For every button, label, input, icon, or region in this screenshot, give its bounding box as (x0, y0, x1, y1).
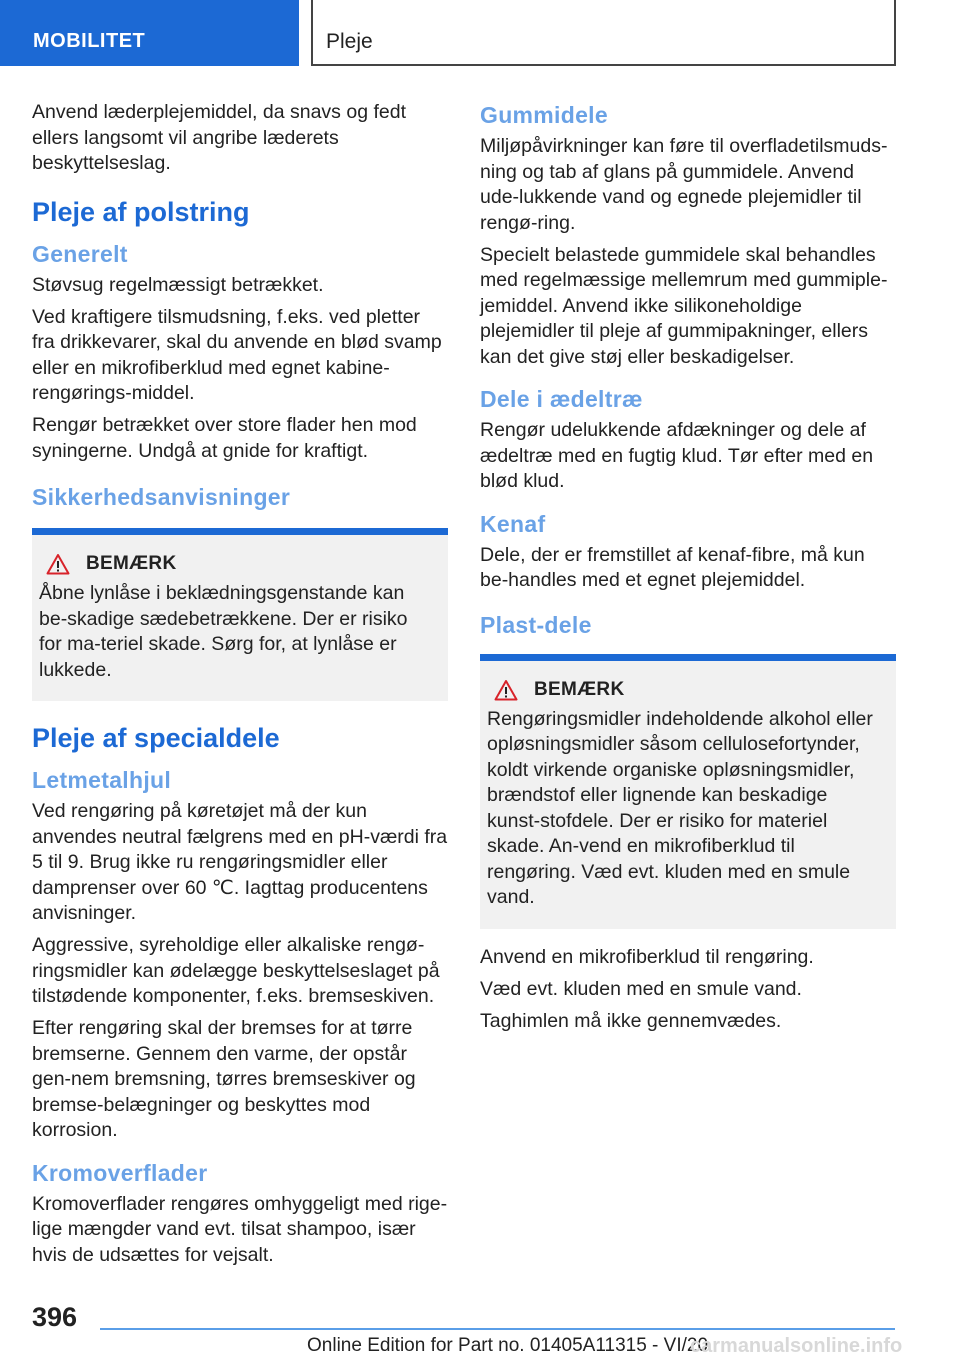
notice-title: BEMÆRK (86, 553, 177, 574)
section-tab (0, 0, 299, 66)
paragraph: Efter rengøring skal der bremses for at tørre bremserne. Gennem den varme, der opstår gen-nem bremsning, tørres bremseskiver og bremse-belægninger og beskyttes mod korrosion. (32, 1017, 416, 1141)
paragraph: Ved rengøring på køretøjet må der kun anvendes neutral fælgrens med en pH-værdi fra 5 til 9. Brug ikke ru rengøringsmidler eller damprenser over 60 ℃. Iagttag producentens anvisninger. (32, 800, 448, 924)
chapter-tab (311, 0, 896, 66)
notice-text: Rengøringsmidler indeholdende alkohol eller opløsningsmidler såsom cellulosefortynder, koldt virkende organiske opløsningsmidler, brændstof eller lignende kan beskadige kunst-stofdele. Der er risiko for materiel skade. An-vend en mikrofiberklud til rengøring. Væd evt. kluden med en smule vand. (487, 707, 873, 908)
heading-plast-dele: Plast-dele (480, 611, 592, 638)
paragraph: Væd evt. kluden med en smule vand. (480, 977, 802, 1000)
heading-pleje-af-specialdele: Pleje af specialdele (32, 723, 280, 753)
heading-kenaf: Kenaf (480, 510, 546, 537)
watermark: carmanualsonline.info (690, 1335, 903, 1357)
page-footer (0, 1290, 960, 1362)
paragraph: Aggressive, syreholdige eller alkaliske rengø-ringsmidler kan ødelægge beskyttelseslaget på tilstødende komponenter, f.eks. bremseskiven. (32, 934, 440, 1007)
footer-divider (100, 1328, 895, 1330)
paragraph: Rengør betrækket over store flader hen mod syningerne. Undgå at gnide for kraftigt. (32, 414, 417, 462)
paragraph: Anvend en mikrofiberklud til rengøring. (480, 945, 814, 968)
notice-box (480, 654, 896, 929)
chapter-title: Pleje (326, 30, 373, 53)
warning-icon (46, 553, 70, 575)
heading-gummidele: Gummidele (480, 102, 608, 128)
heading-kromoverflader: Kromoverflader (32, 1159, 208, 1186)
heading-dele-i-aedeltrae: Dele i ædeltræ (480, 386, 643, 412)
notice-header (487, 679, 882, 701)
heading-pleje-af-polstring: Pleje af polstring (32, 196, 250, 227)
edition-text: Online Edition for Part no. 01405A11315 - VI/20 (307, 1335, 709, 1356)
page-number: 396 (32, 1302, 78, 1332)
warning-icon (494, 679, 518, 701)
paragraph: Støvsug regelmæssigt betrækket. (32, 273, 324, 296)
left-column (32, 100, 448, 1275)
paragraph: Dele, der er fremstillet af kenaf-fibre, må kun be-handles med et egnet plejemiddel. (480, 543, 865, 591)
page-header (0, 0, 960, 66)
paragraph: Kromoverflader rengøres omhyggeligt med rige-lige mængder vand evt. tilsat shampoo, især hvis de udsættes for vejsalt. (32, 1192, 448, 1266)
heading-letmetalhjul: Letmetalhjul (32, 767, 172, 793)
notice-header (39, 553, 434, 575)
intro-paragraph: Anvend læderplejemiddel, da snavs og fedt ellers langsomt vil angribe læderets beskyttelseslag. (32, 101, 406, 174)
section-title: MOBILITET (33, 30, 146, 52)
notice-box (32, 528, 448, 701)
paragraph: Miljøpåvirkninger kan føre til overfladetilsmuds-ning og tab af glans på gummidele. Anvend ude-lukkende vand og egnede plejemidler til rengø-ring. (480, 135, 888, 234)
right-column (480, 100, 896, 1041)
heading-generelt: Generelt (32, 240, 128, 267)
notice-text: Åbne lynlåse i beklædningsgenstande kan be-skadige sædebetrækkene. Der er risiko for ma-teriel skade. Sørg for, at lynlåse er lukkede. (39, 582, 408, 681)
paragraph: Specielt belastede gummidele skal behandles med regelmæssige mellemrum med gummiple-jemiddel. Anvend ikke silikoneholdige plejemidler til pleje af gummipakninger, ellers kan det give støj eller beskadigelser. (480, 243, 888, 368)
heading-sikkerhedsanvisninger: Sikkerhedsanvisninger (32, 484, 291, 510)
notice-title: BEMÆRK (534, 678, 625, 700)
paragraph: Ved kraftigere tilsmudsning, f.eks. ved pletter fra drikkevarer, skal du anvende en blød svamp eller en mikrofiberklud med egnet kabine-rengørings-middel. (32, 305, 442, 404)
paragraph: Taghimlen må ikke gennemvædes. (480, 1009, 782, 1032)
paragraph: Rengør udelukkende afdækninger og dele af ædeltræ med en fugtig klud. Tør efter med en blød klud. (480, 419, 874, 492)
